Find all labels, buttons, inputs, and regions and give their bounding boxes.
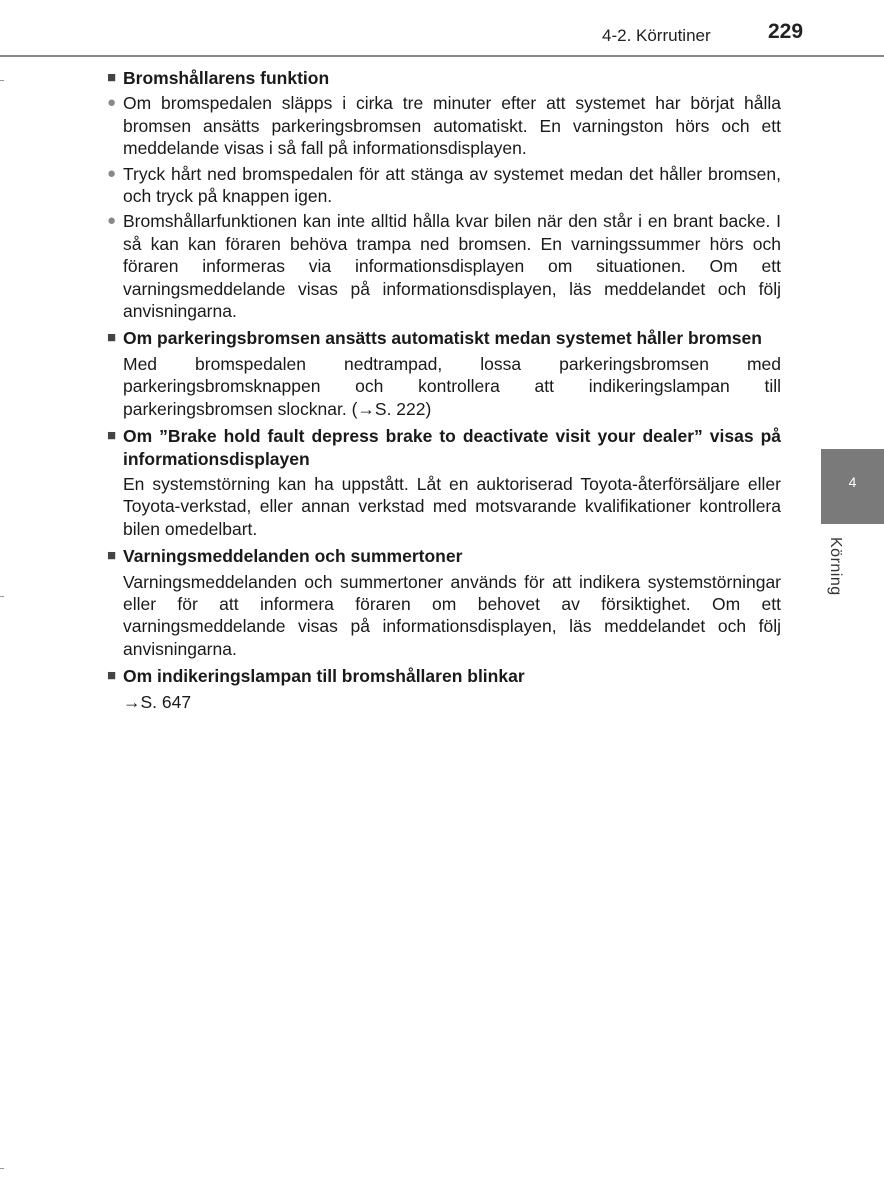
section-heading: ■ Bromshållarens funktion [107, 68, 330, 88]
margin-tick [0, 1168, 4, 1169]
page-number: 229 [768, 20, 804, 43]
header-divider [0, 55, 884, 57]
square-bullet-icon: ■ [107, 329, 117, 347]
section-brake-hold-function [107, 67, 781, 322]
section-body: Varningsmeddelanden och summertoner används för att indikera systemstörningar eller för att informera föraren om behovet av försiktighet. Om ett varningsmeddelande visas på informationsdisplayen, läs meddelandet och följ anvisningarna. [123, 571, 781, 659]
section-heading: ■ Om ”Brake hold fault depress brake to deactivate visit your dealer” visas på informationsdisplayen [107, 426, 781, 469]
square-bullet-icon: ■ [107, 547, 117, 565]
page-content [107, 67, 781, 718]
header-section-title: 4-2. Körrutiner [602, 26, 711, 45]
circle-bullet-icon: ● [107, 212, 117, 230]
circle-bullet-icon: ● [107, 164, 117, 182]
section-brake-hold-fault [107, 425, 781, 540]
section-parking-brake-auto [107, 327, 781, 420]
section-heading: ■ Om indikeringslampan till bromshållaren blinkar [107, 666, 525, 687]
list-item: ● Om bromspedalen släpps i cirka tre minuter efter att systemet har börjat hålla bromsen ansätts parkeringsbromsen automatiskt. En varningston hörs och ett meddelande visas i så fall på informationsdisplayen. [107, 93, 781, 159]
section-heading: ■ Om parkeringsbromsen ansätts automatiskt medan systemet håller bromsen [107, 328, 762, 349]
list-item: ● Bromshållarfunktionen kan inte alltid hålla kvar bilen när den står i en brant backe. I så kan kan föraren behöva trampa ned bromsen. En varningssummer hörs och föraren informeras via informationsdisplayen om situationen. Om ett varningsmeddelande visas på informationsdisplayen, läs meddelandet och följ anvisningarna. [107, 211, 781, 322]
margin-tick [0, 80, 4, 81]
square-bullet-icon: ■ [107, 667, 117, 685]
list-item: ● Tryck hårt ned bromspedalen för att stänga av systemet medan det håller bromsen, och tryck på knappen igen. [107, 163, 781, 207]
chapter-tab-number: 4 [848, 474, 857, 490]
chapter-tab[interactable] [821, 449, 884, 524]
section-indicator-blinks [107, 665, 781, 713]
page-reference-link[interactable]: →S. 647 [123, 691, 192, 712]
section-body: En systemstörning kan ha uppstått. Låt en auktoriserad Toyota-återförsäljare eller Toyota-verkstad, eller annan verkstad med motsvarande kvalifikationer kontrollera bilen omedelbart. [123, 473, 781, 539]
square-bullet-icon: ■ [107, 427, 117, 445]
section-heading: ■ Varningsmeddelanden och summertoner [107, 546, 463, 567]
margin-tick [0, 596, 4, 597]
circle-bullet-icon: ● [107, 94, 117, 112]
section-body: Med bromspedalen nedtrampad, lossa parkeringsbromsen med parkeringsbromsknappen och kontrollera att indikeringslampan till parkeringsbromsen slocknar. (→S. 222) [123, 353, 781, 419]
chapter-tab-label: Körning [827, 537, 844, 596]
section-warnings [107, 545, 781, 660]
square-bullet-icon: ■ [107, 69, 117, 86]
